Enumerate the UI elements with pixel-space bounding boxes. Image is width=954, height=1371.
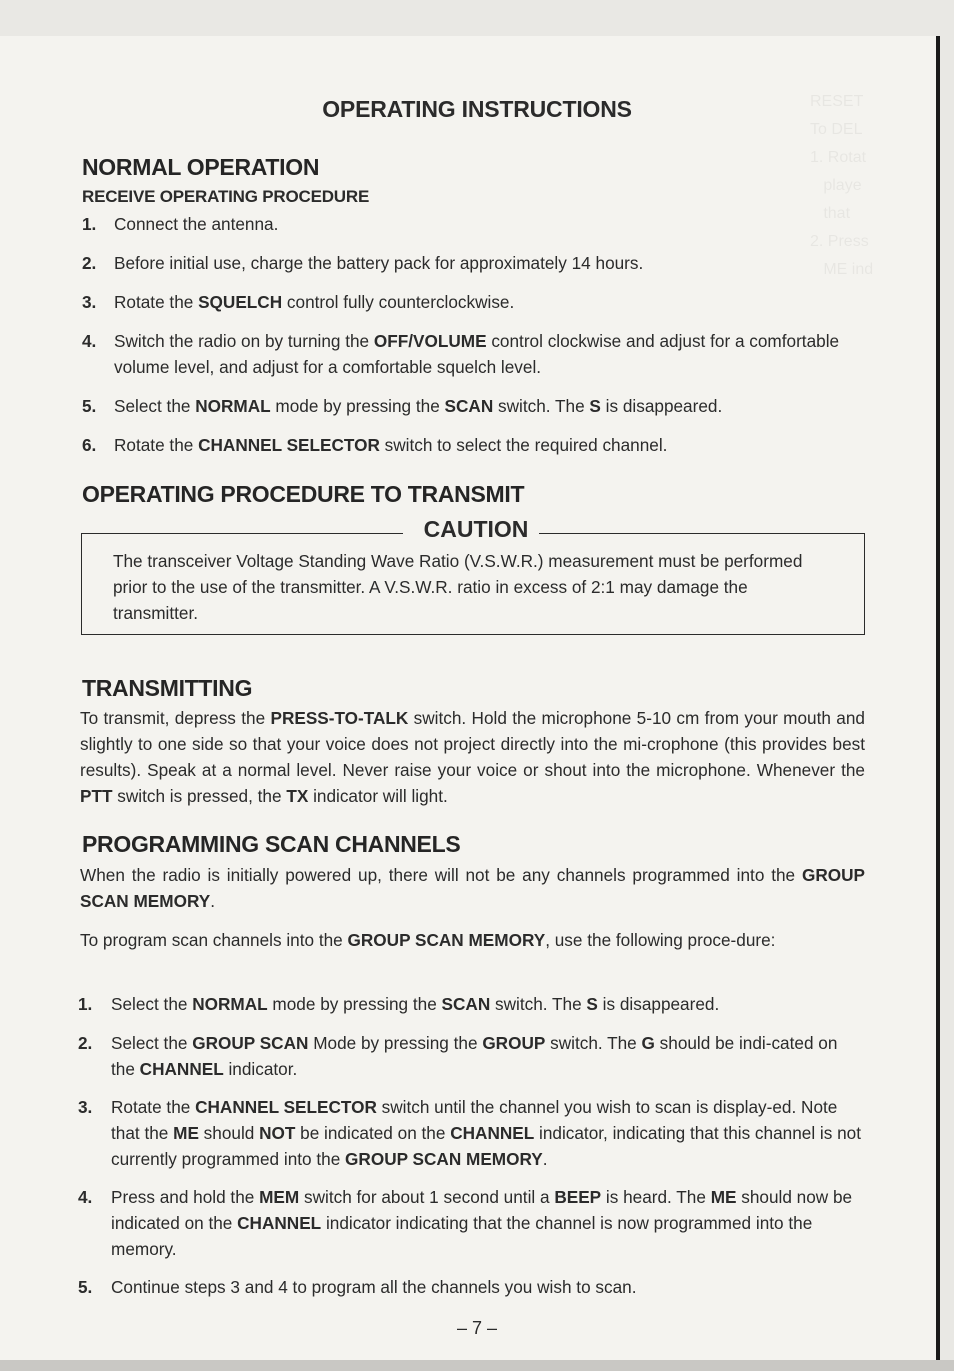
emphasis-term: CHANNEL xyxy=(450,1123,535,1143)
emphasis-term: S xyxy=(586,994,598,1014)
caution-text: The transceiver Voltage Standing Wave Ratio (V.S.W.R.) measurement must be performed prior to the use of the transmitter. A V.S.W.R. ratio in excess of 2:1 may damage the transmitter. xyxy=(113,551,803,623)
emphasis-term: GROUP SCAN MEMORY xyxy=(345,1149,543,1169)
step-number: 4. xyxy=(82,331,97,351)
page-number: – 7 – xyxy=(456,1318,498,1338)
emphasis-term: TX xyxy=(286,786,309,806)
step-number: 4. xyxy=(78,1187,93,1207)
transmit-procedure-heading: OPERATING PROCEDURE TO TRANSMIT xyxy=(82,481,525,507)
page-title: OPERATING INSTRUCTIONS xyxy=(322,96,632,122)
emphasis-term: BEEP xyxy=(554,1187,602,1207)
step-number: 1. xyxy=(78,994,93,1014)
transmitting-heading: TRANSMITTING xyxy=(82,675,253,701)
emphasis-term: NORMAL xyxy=(195,396,271,416)
emphasis-term: SQUELCH xyxy=(198,292,283,312)
step-text: Connect the antenna. xyxy=(114,214,279,234)
step-number: 5. xyxy=(78,1277,93,1297)
emphasis-term: GROUP SCAN MEMORY xyxy=(347,930,546,950)
caution-rule-right xyxy=(539,533,865,534)
programming-step xyxy=(78,991,866,1017)
step-number: 2. xyxy=(82,253,97,273)
programming-intro-paragraph: When the radio is initially powered up, there will not be any channels programmed into the GROUP SCAN MEMORY. xyxy=(80,865,865,911)
emphasis-term: OFF/VOLUME xyxy=(373,331,487,351)
emphasis-term: NOT xyxy=(259,1123,296,1143)
emphasis-term: S xyxy=(589,396,601,416)
receive-step xyxy=(82,211,868,237)
emphasis-term: SCAN xyxy=(444,396,494,416)
emphasis-term: CHANNEL SELECTOR xyxy=(198,435,380,455)
step-text: Select the GROUP SCAN Mode by pressing the GROUP switch. The G should be indi-cated on the CHANNEL indicator. xyxy=(111,1033,838,1079)
emphasis-term: GROUP SCAN xyxy=(192,1033,309,1053)
programming-step xyxy=(78,1094,866,1172)
emphasis-term: MEM xyxy=(259,1187,300,1207)
emphasis-term: NORMAL xyxy=(192,994,268,1014)
step-text: Before initial use, charge the battery pack for approximately 14 hours. xyxy=(114,253,644,273)
emphasis-term: GROUP SCAN MEMORY xyxy=(80,865,865,911)
step-number: 1. xyxy=(82,214,97,234)
receive-procedure-subheading: RECEIVE OPERATING PROCEDURE xyxy=(82,187,370,206)
step-text: Rotate the CHANNEL SELECTOR switch to select the required channel. xyxy=(114,435,668,455)
emphasis-term: G xyxy=(641,1033,655,1053)
emphasis-term: CHANNEL xyxy=(139,1059,224,1079)
programming-procedure-paragraph: To program scan channels into the GROUP SCAN MEMORY, use the following proce-dure: xyxy=(80,930,776,950)
step-number: 5. xyxy=(82,396,97,416)
step-number: 2. xyxy=(78,1033,93,1053)
programming-step xyxy=(78,1184,866,1262)
page-edge-shadow xyxy=(936,36,940,1371)
emphasis-term: ME xyxy=(173,1123,199,1143)
caution-label: CAUTION xyxy=(423,516,529,542)
emphasis-term: GROUP xyxy=(482,1033,546,1053)
receive-step xyxy=(82,432,868,458)
step-number: 3. xyxy=(82,292,97,312)
step-text: Rotate the SQUELCH control fully counterclockwise. xyxy=(114,292,515,312)
programming-heading: PROGRAMMING SCAN CHANNELS xyxy=(82,831,461,857)
step-number: 3. xyxy=(78,1097,93,1117)
step-number: 6. xyxy=(82,435,97,455)
step-text: Rotate the CHANNEL SELECTOR switch until the channel you wish to scan is display-ed. Note that the ME should NOT be indicated on the CHANNEL indicator, indicating that this channel is not currently programmed into the GROUP SCAN MEMORY. xyxy=(111,1097,861,1169)
programming-step xyxy=(78,1274,866,1300)
receive-step xyxy=(82,393,868,419)
page-bottom-edge xyxy=(0,1360,954,1371)
step-text: Select the NORMAL mode by pressing the SCAN switch. The S is disappeared. xyxy=(114,396,723,416)
step-text: Press and hold the MEM switch for about 1 second until a BEEP is heard. The ME should now be indicated on the CHANNEL indicator indicating that the channel is now programmed into the memory. xyxy=(111,1187,853,1259)
receive-step xyxy=(82,289,868,315)
emphasis-term: PRESS-TO-TALK xyxy=(270,708,409,728)
normal-operation-heading: NORMAL OPERATION xyxy=(82,154,320,180)
programming-step xyxy=(78,1030,866,1082)
emphasis-term: CHANNEL xyxy=(237,1213,322,1233)
step-text: Select the NORMAL mode by pressing the SCAN switch. The S is disappeared. xyxy=(111,994,720,1014)
step-text: Switch the radio on by turning the OFF/VOLUME control clockwise and adjust for a comfortable volume level, and adjust for a comfortable squelch level. xyxy=(114,331,840,377)
step-text: Continue steps 3 and 4 to program all the channels you wish to scan. xyxy=(111,1277,637,1297)
emphasis-term: CHANNEL SELECTOR xyxy=(195,1097,377,1117)
receive-step xyxy=(82,328,868,380)
caution-rule-left xyxy=(81,533,403,534)
transmitting-paragraph: To transmit, depress the PRESS-TO-TALK switch. Hold the microphone 5-10 cm from your mouth and slightly to one side so that your voice does not project directly into the mi-crophone (this provides best results). Speak at a normal level. Never raise your voice or shout into the microphone. Whenever the PTT switch is pressed, the TX indicator will light. xyxy=(80,708,865,806)
receive-step xyxy=(82,250,868,276)
bleed-through-text: RESET To DEL 1. Rotat playe that 2. Press ME ind xyxy=(810,93,874,278)
emphasis-term: PTT xyxy=(80,786,113,806)
emphasis-term: ME xyxy=(710,1187,737,1207)
emphasis-term: SCAN xyxy=(441,994,491,1014)
